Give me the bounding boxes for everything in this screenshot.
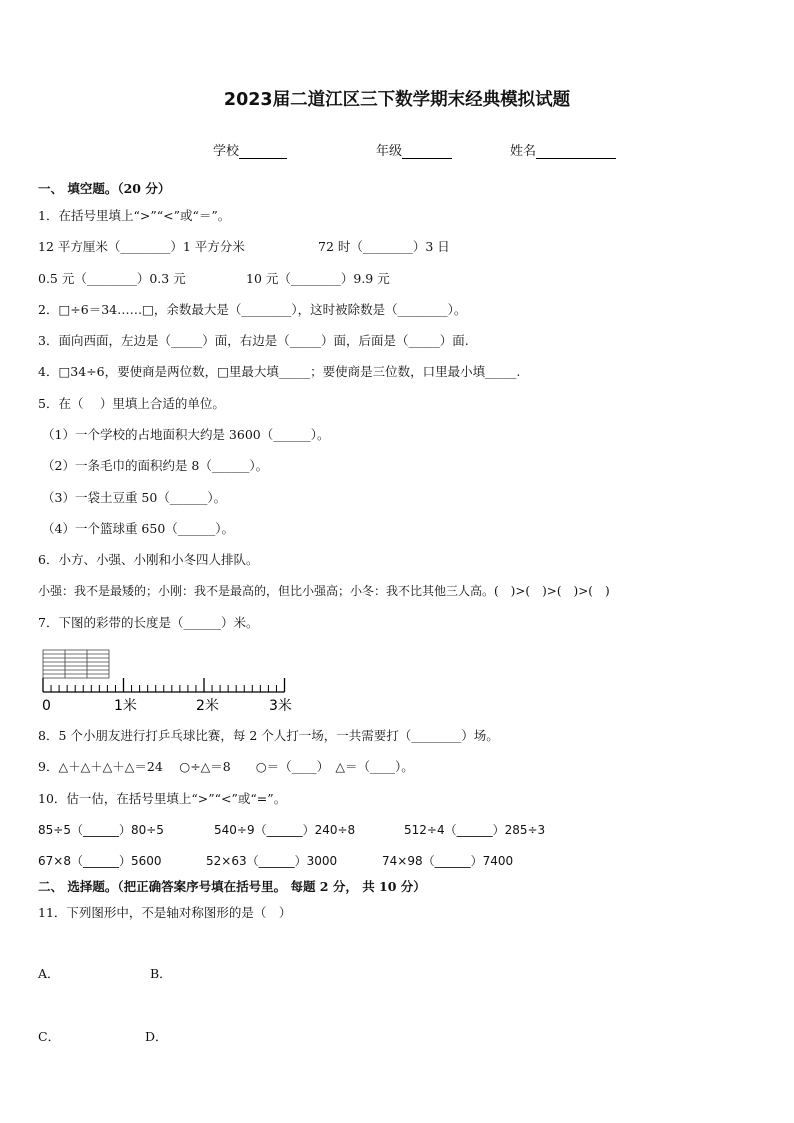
question-10b: 540÷9（______）240÷8 (214, 823, 356, 837)
ruler-label-1m: 1米 (114, 698, 137, 714)
page-title: 2023届二道江区三下数学期末经典模拟试题 (223, 90, 571, 110)
section-1-heading: 一、 填空题。（20 分） (38, 181, 171, 196)
name-blank[interactable] (536, 144, 616, 159)
question-9: 9．△＋△＋△＋△＝24 ○÷△＝8 ○＝（____） △＝（____）。 (38, 759, 414, 774)
question-1a: 12 平方厘米（________）1 平方分米 (38, 239, 245, 254)
option-a[interactable]: A． (38, 966, 60, 981)
question-6-text: 小强：我不是最矮的；小刚：我不是最高的，但比小强高；小冬：我不比其他三人高。( )>( )>( )>( ) (38, 584, 610, 598)
question-10a: 85÷5（______）80÷5 (38, 823, 164, 837)
ruler-label-3m: 3米 (269, 698, 292, 714)
name-label: 姓名 (510, 144, 537, 159)
question-2: 2．□÷6＝34……□，余数最大是（________），这时被除数是（________）。 (38, 302, 467, 317)
question-5-4: （4）一个篮球重 650（______）。 (42, 521, 235, 536)
school-label: 学校 (213, 144, 240, 159)
question-1d: 10 元（________）9.9 元 (246, 271, 390, 286)
ruler-ticks (43, 678, 285, 692)
school-field (213, 140, 287, 159)
grade-blank[interactable] (402, 144, 452, 159)
question-10e: 52×63（______）3000 (206, 854, 338, 868)
grade-field (376, 140, 452, 159)
question-5: 5．在（ ）里填上合适的单位。 (38, 396, 225, 411)
school-blank[interactable] (239, 144, 287, 159)
question-1: 1．在括号里填上“>”“<”或“＝”。 (38, 208, 231, 223)
question-11: 11．下列图形中，不是轴对称图形的是（ ） (38, 905, 292, 920)
question-10f: 74×98（______）7400 (382, 854, 514, 868)
question-6: 6．小方、小强、小刚和小冬四人排队。 (38, 552, 259, 567)
question-1c: 0.5 元（________）0.3 元 (38, 271, 186, 286)
option-d[interactable]: D． (145, 1029, 168, 1044)
section-2-heading: 二、 选择题。（把正确答案序号填在括号里。 每题 2 分， 共 10 分） (38, 879, 426, 894)
question-8: 8．5 个小朋友进行打乒乓球比赛，每 2 个人打一场，一共需要打（________）场。 (38, 728, 499, 743)
question-5-2: （2）一条毛巾的面积约是 8（______）。 (42, 458, 269, 473)
grade-label: 年级 (376, 144, 403, 159)
question-10: 10．估一估，在括号里填上“>”“<”或“=”。 (38, 791, 287, 806)
question-4: 4．□34÷6，要使商是两位数，□里最大填_____；要使商是三位数，口里最小填_____. (38, 364, 521, 379)
option-c[interactable]: C． (38, 1029, 61, 1044)
question-7: 7．下图的彩带的长度是（______）米。 (38, 615, 259, 630)
option-b[interactable]: B． (150, 966, 172, 981)
question-3: 3．面向西面，左边是（_____）面，右边是（_____）面，后面是（_____）面. (38, 333, 469, 348)
name-field (510, 140, 616, 159)
question-1b: 72 时（________）3 日 (318, 239, 450, 254)
ruler-label-0: 0 (42, 698, 51, 714)
ribbon-ruler-figure (38, 648, 308, 716)
ribbon-grid (43, 650, 109, 678)
ruler-label-2m: 2米 (196, 698, 219, 714)
question-5-1: （1）一个学校的占地面积大约是 3600（______）。 (42, 427, 330, 442)
question-5-3: （3）一袋土豆重 50（______）。 (42, 490, 227, 505)
question-10c: 512÷4（______）285÷3 (404, 823, 546, 837)
question-10d: 67×8（______）5600 (38, 854, 162, 868)
